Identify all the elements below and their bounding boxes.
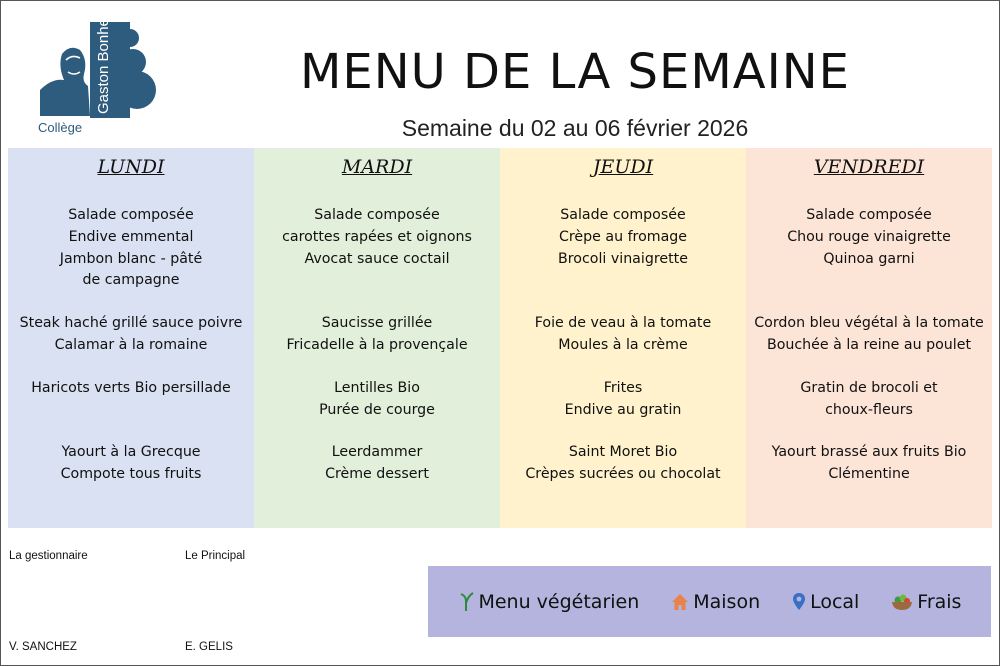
menu-item: Crème dessert	[325, 465, 429, 482]
salad-bowl-icon	[890, 592, 914, 612]
menu-item: Brocoli vinaigrette	[558, 250, 688, 267]
legend-label: Local	[810, 590, 860, 613]
starters-group	[8, 205, 254, 292]
desserts-group	[500, 442, 746, 486]
sides-group	[254, 378, 500, 422]
menu-item: Salade composée	[560, 207, 686, 223]
menu-item: Quinoa garni	[823, 250, 915, 267]
menu-item: Jambon blanc - pâté	[59, 250, 203, 267]
menu-item: choux-fleurs	[825, 401, 913, 418]
menu-item: Avocat sauce coctail	[304, 250, 450, 267]
menu-item: Lentilles Bio	[334, 380, 420, 396]
menu-item: Crèpe au fromage	[558, 228, 688, 245]
signature-right-name: E. GELIS	[185, 641, 233, 653]
menu-item: Crèpes sucrées ou chocolat	[525, 465, 721, 482]
menu-item: Endive emmental	[68, 228, 194, 245]
logo-name: Gaston Bonheur	[95, 20, 112, 114]
starters-group	[746, 205, 992, 270]
menu-item: Haricots verts Bio persillade	[31, 380, 231, 396]
menu-item: Purée de courge	[319, 401, 435, 418]
location-pin-icon	[791, 591, 807, 613]
day-title: VENDREDI	[813, 156, 925, 178]
menu-item: Compote tous fruits	[60, 465, 202, 482]
signature-left-name: V. SANCHEZ	[9, 641, 77, 653]
menu-item: Leerdammer	[331, 444, 423, 460]
day-column-vendredi	[746, 148, 992, 528]
day-column-lundi	[8, 148, 254, 528]
legend-item-vegetarian	[457, 591, 639, 613]
legend-label: Maison	[693, 590, 761, 613]
college-logo	[38, 20, 163, 138]
menu-item: de campagne	[82, 272, 180, 289]
legend-item-homemade	[670, 591, 760, 613]
sides-group	[8, 378, 254, 400]
menu-item: Foie de veau à la tomate	[534, 315, 712, 331]
week-subtitle: Semaine du 02 au 06 février 2026	[401, 115, 749, 141]
desserts-group	[254, 442, 500, 486]
menu-item: Fricadelle à la provençale	[286, 336, 468, 353]
sprout-icon	[457, 591, 475, 613]
menu-item: Cordon bleu végétal à la tomate	[754, 315, 984, 331]
menu-item: Frites	[603, 380, 643, 396]
mains-group	[8, 313, 254, 357]
signature-left-role: La gestionnaire	[9, 550, 88, 562]
menu-item: Yaourt brassé aux fruits Bio	[771, 444, 967, 460]
page-title: MENU DE LA SEMAINE	[300, 44, 850, 100]
desserts-group	[746, 442, 992, 486]
menu-item: Steak haché grillé sauce poivre	[19, 315, 243, 331]
menu-item: Bouchée à la reine au poulet	[766, 336, 972, 353]
day-title: MARDI	[341, 156, 413, 178]
signature-right-role: Le Principal	[185, 550, 246, 562]
day-column-mardi	[254, 148, 500, 528]
menu-item: Yaourt à la Grecque	[61, 444, 201, 460]
mains-group	[500, 313, 746, 357]
menu-item: Chou rouge vinaigrette	[787, 228, 951, 245]
menu-item: Calamar à la romaine	[54, 336, 208, 353]
menu-columns	[8, 148, 992, 528]
menu-item: Saint Moret Bio	[568, 444, 678, 460]
menu-item: Saucisse grillée	[321, 315, 433, 331]
desserts-group	[8, 442, 254, 486]
logo-college-label: Collège	[38, 120, 83, 135]
menu-item: Salade composée	[806, 207, 932, 223]
menu-item: carottes rapées et oignons	[282, 228, 472, 245]
mains-group	[746, 313, 992, 357]
menu-item: Salade composée	[68, 207, 194, 223]
day-title: LUNDI	[97, 156, 165, 178]
starters-group	[254, 205, 500, 270]
sides-group	[500, 378, 746, 422]
house-icon	[670, 592, 690, 612]
legend-box	[428, 566, 991, 637]
logo-graphic	[38, 20, 163, 120]
mains-group	[254, 313, 500, 357]
starters-group	[500, 205, 746, 270]
legend-label: Menu végétarien	[478, 590, 640, 613]
menu-item: Moules à la crème	[558, 336, 688, 353]
menu-item: Gratin de brocoli et	[800, 380, 938, 396]
legend-label: Frais	[917, 590, 962, 613]
menu-item: Endive au gratin	[564, 401, 682, 418]
legend-item-local	[791, 591, 859, 613]
day-column-jeudi	[500, 148, 746, 528]
day-title: JEUDI	[592, 156, 654, 178]
legend-item-fresh	[890, 591, 961, 613]
menu-item: Clémentine	[828, 465, 910, 482]
sides-group	[746, 378, 992, 422]
menu-item: Salade composée	[314, 207, 440, 223]
